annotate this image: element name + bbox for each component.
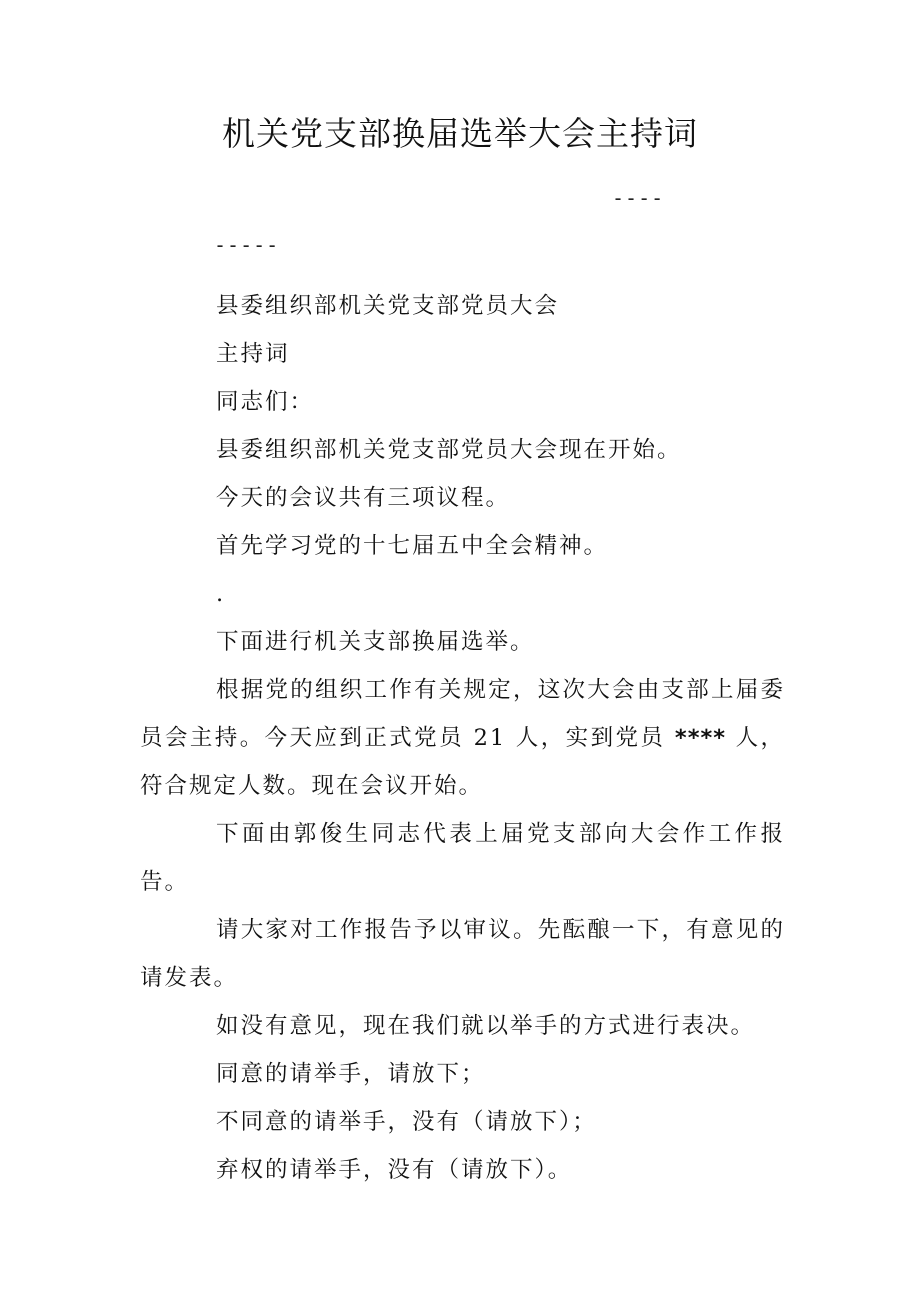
attendance-count-placeholder: ****: [674, 725, 726, 751]
paragraph: 弃权的请举手，没有（请放下）。: [216, 1157, 573, 1183]
paragraph: 县委组织部机关党支部党员大会: [216, 293, 560, 319]
document-body: [140, 282, 785, 1194]
paragraph: 今天的会议共有三项议程。: [216, 485, 511, 511]
paragraph: 下面进行机关支部换届选举。: [216, 629, 535, 655]
paragraph: 不同意的请举手，没有（请放下）；: [216, 1109, 597, 1135]
paragraph: 同意的请举手，请放下；: [216, 1061, 486, 1087]
paragraph-attendance: [140, 666, 785, 810]
paragraph: 如没有意见，现在我们就以举手的方式进行表决。: [216, 1013, 756, 1039]
paragraph: 县委组织部机关党支部党员大会现在开始。: [216, 437, 682, 463]
paragraph: 首先学习党的十七届五中全会精神。: [216, 533, 609, 559]
paragraph: 主持词: [216, 341, 290, 367]
paragraph: 下面由郭俊生同志代表上届党支部向大会作工作报告。: [140, 821, 785, 895]
attendance-text-after: 人，符合规定人数。现在会议开始。: [140, 725, 785, 799]
signature-line-1: ----: [612, 186, 665, 210]
signature-line-2: -----: [214, 233, 280, 257]
paragraph: 请大家对工作报告予以审议。先酝酿一下，有意见的请发表。: [140, 917, 785, 991]
attendance-text-before: 根据党的组织工作有关规定，这次大会由支部上届委员会主持。今天应到正式党员 21 人，实到党员: [140, 677, 785, 751]
paragraph: .: [216, 581, 226, 607]
paragraph: 同志们：: [216, 389, 315, 415]
document-title: 机关党支部换届选举大会主持词: [222, 114, 698, 153]
